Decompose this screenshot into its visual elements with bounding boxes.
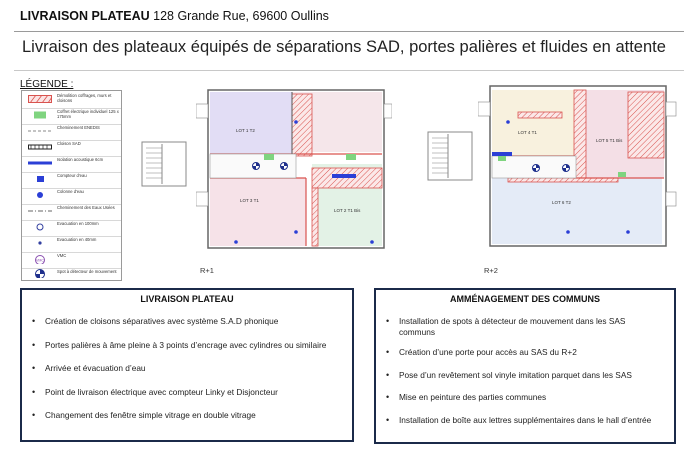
green-box-icon xyxy=(28,111,52,119)
legend-item xyxy=(22,267,121,280)
sad-wall-icon xyxy=(28,143,52,151)
lot-label: LOT 5 T1 Bis xyxy=(596,138,623,143)
list-item: • Point de livraison électrique avec compteur Linky et Disjoncteur xyxy=(30,387,326,398)
floor-plan-r1 xyxy=(196,82,392,252)
communs-box-title: AMMÉNAGEMENT DES COMMUNS xyxy=(450,294,600,304)
legend-label: Compteur d'eau xyxy=(57,173,87,178)
lot-label: LOT 1 T2 xyxy=(236,128,255,133)
legend-label: Spot à détecteur de mouvement xyxy=(57,269,117,274)
header-divider xyxy=(14,31,684,32)
lot-label: LOT 4 T1 xyxy=(518,130,537,135)
floor-plan-r2 xyxy=(478,82,678,252)
legend-label: Evacuation en 100mm xyxy=(57,221,99,226)
stairwell-r1 xyxy=(140,140,192,190)
drain-100-icon xyxy=(28,223,52,231)
livraison-plateau-box xyxy=(20,288,354,442)
drain-40-icon xyxy=(28,239,52,247)
header-title: LIVRAISON PLATEAU xyxy=(20,9,150,23)
livraison-list xyxy=(30,312,326,421)
blue-bar-icon xyxy=(28,159,52,167)
legend-label: Evacuation en 40mm xyxy=(57,237,97,242)
list-item: • Arrivée et évacuation d’eau xyxy=(30,363,326,374)
communs-box xyxy=(374,288,676,444)
plan-label-r2: R+2 xyxy=(484,266,498,275)
header-address: 128 Grande Rue, 69600 Oullins xyxy=(153,9,329,23)
legend-label: Cheminement des Eaux Usées xyxy=(57,205,115,210)
legend-label: Coffret électrique individuel 125 x 175mm xyxy=(57,109,119,119)
legend-label: Isolation acoustique 6cm xyxy=(57,157,104,162)
legend-label: Cloison SAD xyxy=(57,141,81,146)
spot-detector-icon xyxy=(28,268,52,278)
lot-label: LOT 2 T1 Bis xyxy=(334,208,361,213)
legend-label: Colonne d'eau xyxy=(57,189,84,194)
svg-text:VMC: VMC xyxy=(36,258,44,263)
legend-label: Cheminement ENEDIS xyxy=(57,125,100,130)
water-meter-icon xyxy=(28,175,52,183)
title-divider xyxy=(14,70,684,71)
list-item: • Installation de spots à détecteur de mouvement dans les SAS communs xyxy=(384,316,654,337)
livraison-box-title: LIVRAISON PLATEAU xyxy=(140,294,234,304)
hatch-icon xyxy=(28,95,52,103)
list-item: • Pose d’un revêtement sol vinyle imitation parquet dans les SAS xyxy=(384,370,654,381)
dash-line-icon xyxy=(28,127,52,135)
vmc-icon xyxy=(28,254,52,264)
list-item: • Portes palières à âme pleine à 3 points d’encrage avec cylindres ou similaire xyxy=(30,340,326,351)
list-item: • Création de cloisons séparatives avec système S.A.D phonique xyxy=(30,316,326,327)
stairwell-r2 xyxy=(424,128,478,184)
list-item: • Mise en peinture des parties communes xyxy=(384,392,654,403)
legend-label: Démolition coffrages, murs et cloisons xyxy=(57,93,112,103)
legend-label: VMC xyxy=(57,253,67,258)
legend xyxy=(21,90,122,281)
plan-label-r1: R+1 xyxy=(200,266,214,275)
list-item: • Changement des fenêtre simple vitrage en double vitrage xyxy=(30,410,326,421)
dash-dot-line-icon xyxy=(28,207,52,215)
lot-label: LOT 3 T1 xyxy=(240,198,259,203)
communs-list xyxy=(384,312,654,425)
page-header xyxy=(20,9,329,23)
list-item: • Installation de boîte aux lettres supplémentaires dans le hall d’entrée xyxy=(384,415,654,426)
page-title: Livraison des plateaux équipés de séparations SAD, portes palières et fluides en attente xyxy=(22,38,666,56)
lot-label: LOT 6 T2 xyxy=(552,200,571,205)
water-column-icon xyxy=(28,191,52,199)
list-item: • Création d’une porte pour accès au SAS du R+2 xyxy=(384,347,654,358)
legend-title: LÉGENDE : xyxy=(20,79,74,90)
